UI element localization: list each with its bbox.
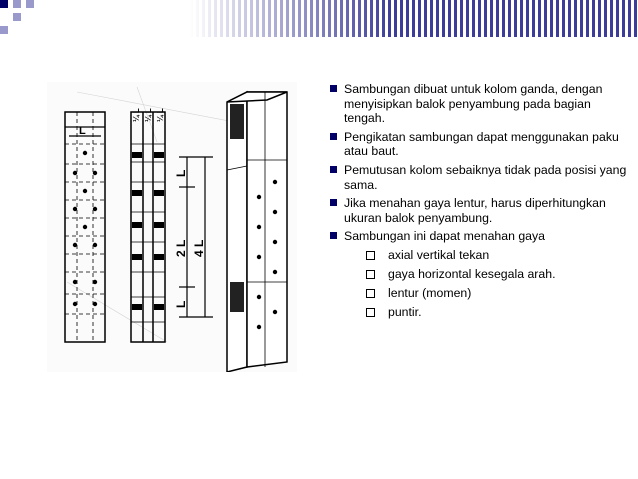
square-bullet-icon xyxy=(330,166,337,173)
label-4l: 4 L xyxy=(192,239,206,257)
bullet-item xyxy=(330,130,630,159)
square-bullet-icon xyxy=(330,85,337,92)
sub-bullet-list xyxy=(366,248,630,320)
hollow-square-bullet-icon xyxy=(366,289,375,298)
hollow-square-bullet-icon xyxy=(366,270,375,279)
sub-bullet-text: puntir. xyxy=(388,305,422,320)
sub-bullet-item xyxy=(366,267,630,282)
label-quarter-l-1: ¼ L xyxy=(132,108,141,122)
bullet-item xyxy=(330,229,630,319)
sub-bullet-text: lentur (momen) xyxy=(388,286,472,301)
label-l-top: L xyxy=(79,125,86,137)
label-l-mid: L xyxy=(174,169,188,177)
header-stripe-bar xyxy=(190,0,638,37)
sub-bullet-text: gaya horizontal kesegala arah. xyxy=(388,267,556,282)
bullet-list xyxy=(330,82,630,320)
bullet-text: Sambungan dibuat untuk kolom ganda, dengan menyisipkan balok penyambung pada bagian tengah. xyxy=(344,82,603,126)
bullet-text: Sambungan ini dapat menahan gaya xyxy=(344,229,546,244)
square-bullet-icon xyxy=(330,232,337,239)
label-2l: 2 L xyxy=(174,239,188,257)
square-bullet-icon xyxy=(330,199,337,206)
column-splice-drawing xyxy=(47,82,297,372)
bullet-text: Pengikatan sambungan dapat menggunakan paku atau baut. xyxy=(344,129,619,159)
bullet-text: Jika menahan gaya lentur, harus diperhitungkan ukuran balok penyambung. xyxy=(344,196,606,225)
label-l-bot: L xyxy=(174,300,188,308)
label-quarter-l-2: ¼ L xyxy=(144,108,153,122)
bullet-item xyxy=(330,163,630,192)
label-quarter-l-3: ¼ L xyxy=(156,108,165,122)
corner-decoration xyxy=(0,0,190,40)
bullet-text: Pemutusan kolom sebaiknya tidak pada posisi yang sama. xyxy=(344,162,627,192)
sub-bullet-text: axial vertikal tekan xyxy=(388,247,490,262)
bullet-list-container xyxy=(330,82,630,324)
sub-bullet-item xyxy=(366,286,630,301)
bullet-item xyxy=(330,196,630,225)
hollow-square-bullet-icon xyxy=(366,251,375,260)
bullet-item xyxy=(330,82,630,126)
sub-bullet-item xyxy=(366,305,630,320)
square-bullet-icon xyxy=(330,133,337,140)
sub-bullet-item xyxy=(366,248,630,263)
hollow-square-bullet-icon xyxy=(366,308,375,317)
